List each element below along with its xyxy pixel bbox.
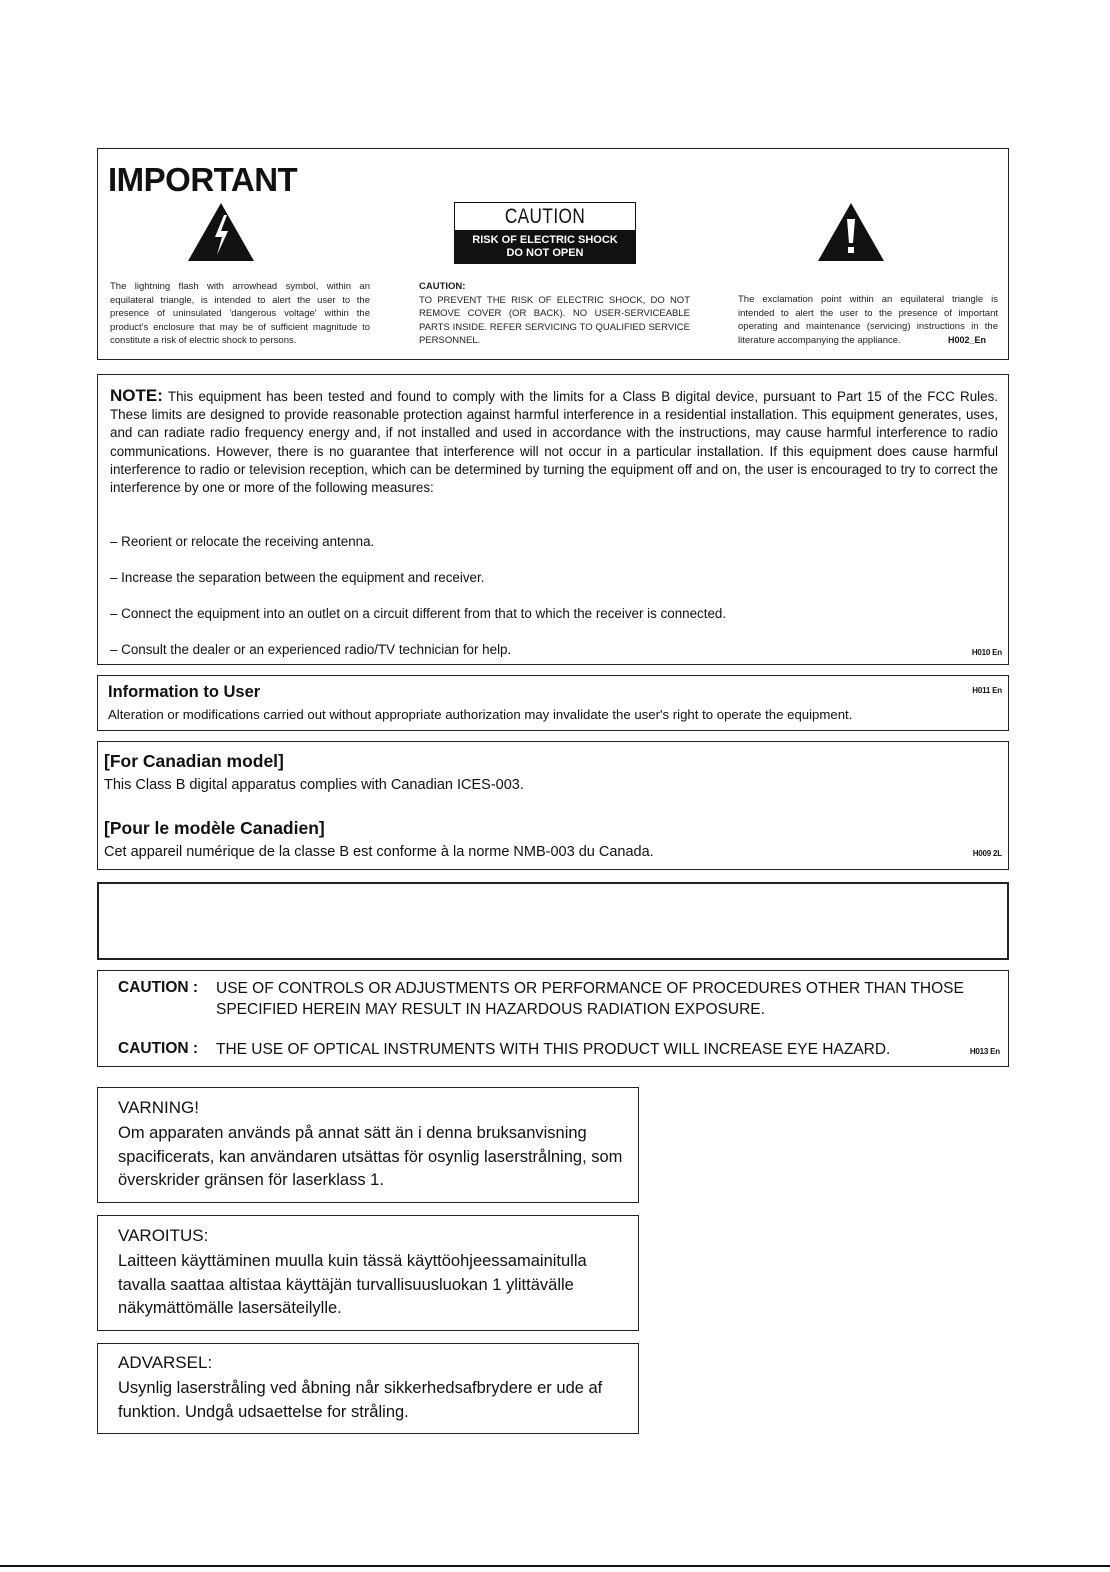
caution-body: TO PREVENT THE RISK OF ELECTRIC SHOCK, DO NOT REMOVE COVER (OR BACK). NO USER-SERVICEABLE PARTS INSIDE. REFER SERVICING TO QUALIFIED SERVICE PERSONNEL. xyxy=(419,294,690,347)
advarsel-heading: ADVARSEL: xyxy=(118,1353,213,1372)
varoitus-box xyxy=(97,1215,639,1331)
important-notice xyxy=(97,148,1009,360)
information-to-user xyxy=(97,675,1009,731)
page-bottom-rule xyxy=(0,1565,1110,1567)
canadian-notice xyxy=(97,741,1009,870)
info-text: Alteration or modifications carried out without appropriate authorization may invalidate the user's right to operate the equipment. xyxy=(108,707,853,722)
section-code: H009 2L xyxy=(972,849,1002,858)
varoitus-text: Laitteen käyttäminen muulla kuin tässä käyttöohjeessamainitulla tavalla saattaa altistaa käyttäjän turvallisuusluokan 1 ylittävälle näkymättömälle lasersäteilylle. xyxy=(118,1252,587,1317)
laser-caution xyxy=(97,970,1009,1067)
list-item: – Reorient or relocate the receiving antenna. xyxy=(110,534,375,549)
canada-text-fr: Cet appareil numérique de la classe B est conforme à la norme NMB-003 du Canada. xyxy=(104,844,654,860)
caution-label-warning xyxy=(455,230,635,263)
advarsel-box xyxy=(97,1343,639,1434)
section-code: H002_En xyxy=(947,335,986,345)
caution-label-line1: RISK OF ELECTRIC SHOCK xyxy=(472,234,618,246)
varning-text: Om apparaten används på annat sätt än i denna bruksanvisning spacificerats, kan användaren utsättas för osynlig laserstrålning, som överskrider gränsen för laserklass 1. xyxy=(118,1124,623,1189)
important-title: IMPORTANT xyxy=(108,161,298,198)
caution-label xyxy=(454,202,636,264)
caution-text-1-line2: SPECIFIED HEREIN MAY RESULT IN HAZARDOUS RADIATION EXPOSURE. xyxy=(216,1001,765,1018)
note-paragraph xyxy=(110,387,998,497)
caution-text-1 xyxy=(216,978,964,1020)
varoitus-heading: VAROITUS: xyxy=(118,1226,209,1245)
caution-explanation xyxy=(419,280,690,348)
canada-text-en: This Class B digital apparatus complies with Canadian ICES-003. xyxy=(104,777,524,793)
caution-text-1-line1: USE OF CONTROLS OR ADJUSTMENTS OR PERFORMANCE OF PROCEDURES OTHER THAN THOSE xyxy=(216,980,964,997)
lightning-explanation: The lightning flash with arrowhead symbol, within an equilateral triangle, is intended to alert the user to the presence of uninsulated 'dangerous voltage' within the product's enclosure that may be of sufficient magnitude to constitute a risk of electric shock to persons. xyxy=(110,281,370,347)
canada-heading-en: [For Canadian model] xyxy=(104,751,284,771)
note-text: This equipment has been tested and found to comply with the limits for a Class B digital device, pursuant to Part 15 of the FCC Rules. These limits are designed to provide reasonable protection against harmful interference in a residential installation. This equipment generates, uses, and can radiate radio frequency energy and, if not installed and used in accordance with the instructions, may cause harmful interference to radio communications. However, there is no guarantee that interference will not occur in a particular installation. If this equipment does cause harmful interference to radio or television reception, which can be determined by turning the equipment off and on, the user is encouraged to try to correct the interference by one or more of the following measures: xyxy=(110,389,998,496)
fcc-note xyxy=(97,374,1009,665)
note-label: NOTE: xyxy=(110,386,163,405)
list-item: – Increase the separation between the equipment and receiver. xyxy=(110,570,485,585)
caution-label-2: CAUTION : xyxy=(118,1040,199,1057)
info-heading: Information to User xyxy=(108,683,261,701)
list-item: – Connect the equipment into an outlet on a circuit different from that to which the receiver is connected. xyxy=(110,606,727,621)
exclamation-warning-triangle-icon xyxy=(816,201,886,263)
section-code: H011 En xyxy=(972,686,1002,695)
caution-heading: CAUTION: xyxy=(419,281,466,292)
caution-label-1: CAUTION : xyxy=(118,979,199,996)
caution-text-2: THE USE OF OPTICAL INSTRUMENTS WITH THIS PRODUCT WILL INCREASE EYE HAZARD. xyxy=(216,1041,891,1058)
empty-frame xyxy=(97,882,1009,960)
section-code: H013 En xyxy=(969,1047,1000,1056)
exclamation-explanation: The exclamation point within an equilateral triangle is intended to alert the user to the presence of important operating and maintenance (servicing) instructions in the literature accompanying the appliance. xyxy=(738,294,998,346)
lightning-warning-triangle-icon xyxy=(186,201,256,263)
caution-label-line2: DO NOT OPEN xyxy=(506,247,584,259)
varning-box xyxy=(97,1087,639,1203)
section-code: H010 En xyxy=(971,648,1002,657)
varning-heading: VARNING! xyxy=(118,1098,199,1117)
canada-heading-fr: [Pour le modèle Canadien] xyxy=(104,818,325,838)
advarsel-text: Usynlig laserstråling ved åbning når sikkerhedsafbrydere er ude af funktion. Undgå udsaettelse for stråling. xyxy=(118,1379,603,1421)
list-item: – Consult the dealer or an experienced radio/TV technician for help. xyxy=(110,642,512,657)
caution-label-title: CAUTION xyxy=(504,205,586,228)
